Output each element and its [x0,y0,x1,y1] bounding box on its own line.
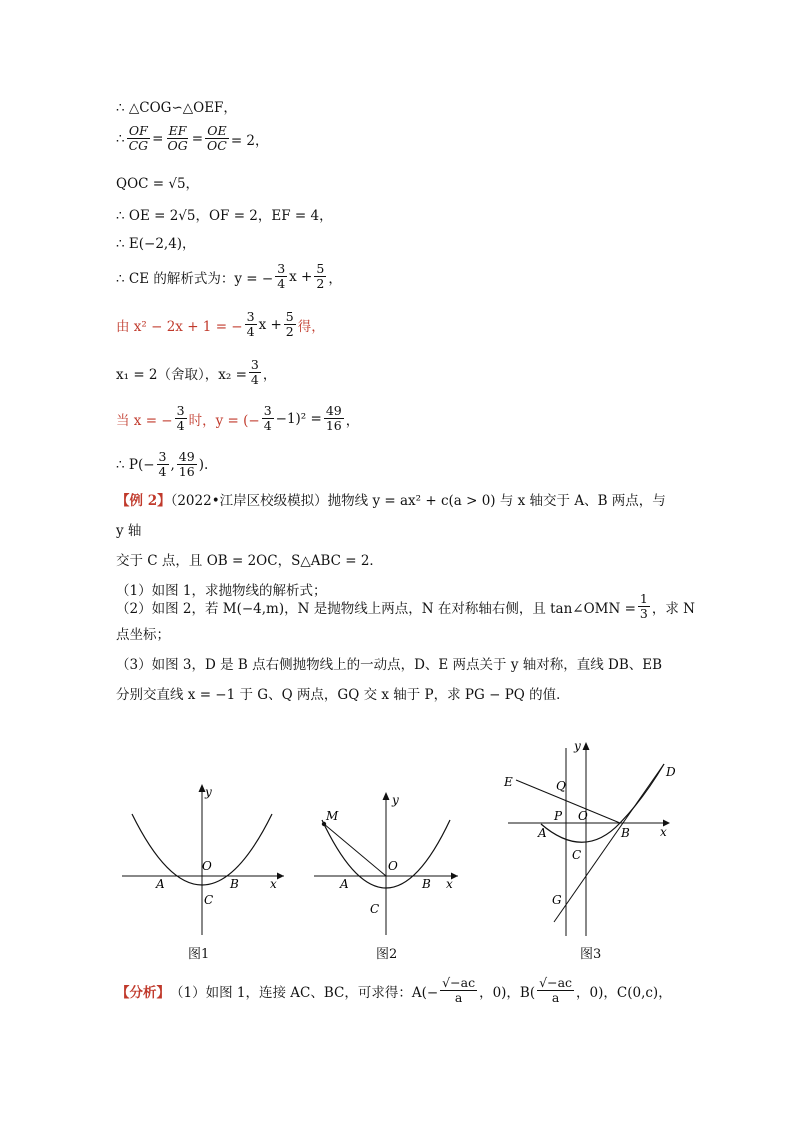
step-y-value: 当 x = − $\frac{3}{4}$ 时，y = (− $\frac{3}{4}$ −1)² = $\frac{49}{16}$ ， [116,403,360,433]
step-e-point: ∴ E(−2,4)， [116,236,196,252]
fraction: $\frac{EF}{OG}$ [167,123,188,153]
label-y: y [574,739,581,753]
caption-figure-2: 图2 [376,947,398,962]
label-c: C [204,893,214,907]
fraction: $\frac{√-ac}{a}$ [442,975,476,1005]
label-x: x [446,877,453,891]
label-b: B [422,877,431,891]
fraction: $\frac{3}{4}$ [277,261,286,291]
fraction: $\frac{3}{4}$ [246,309,255,339]
step-ce-equation: ∴ CE 的解析式为：y = − $\frac{3}{4}$ x + $\frac{5}{2}$ ， [116,261,342,291]
step-oc: QOC = √5， [116,176,200,192]
fraction: $\frac{1}{3}$ [639,591,648,621]
question-2: （2）如图 2，若 M(−4,m)，N 是抛物线上两点，N 在对称轴右侧，且 tan∠OMN = $\frac{1}{3}$ ，求 N [116,591,695,621]
figure-2 [308,780,470,940]
example-line-1: 【例 2】（2022•江岸区校级模拟）抛物线 y = ax² + c(a > 0) 与 x 轴交于 A、B 两点，与 y 轴 [116,493,666,539]
label-a: A [538,826,547,840]
step-solve-equation: 由 x² − 2x + 1 = − $\frac{3}{4}$ x + $\frac{5}{2}$ 得， [116,309,325,339]
caption-figure-1: 图1 [188,947,210,962]
question-3-line-2: 分别交直线 x = −1 于 G、Q 两点，GQ 交 x 轴于 P，求 PG − PQ 的值． [116,687,570,703]
label-x: x [270,877,277,891]
label-a: A [156,877,165,891]
question-3-line-1: （3）如图 3，D 是 B 点右侧抛物线上的一动点，D、E 两点关于 y 轴对称，直线 DB、EB [116,657,663,673]
fraction: $\frac{3}{4}$ [250,357,259,387]
figure-1 [118,780,290,940]
step-p-point: ∴ P(− $\frac{3}{4}$ , $\frac{49}{16}$ ). [116,449,209,479]
y-axis-arrow-icon [583,742,590,750]
x-axis-arrow-icon [277,873,284,880]
label-q: Q [556,779,566,793]
example-line-2: 交于 C 点，且 OB = 2OC，S△ABC = 2． [116,553,383,569]
caption-figure-3: 图3 [580,947,602,962]
fraction: $\frac{OE}{OC}$ [207,123,227,153]
label-o: O [388,859,398,873]
line-eb [516,780,620,823]
example-statement [116,486,676,606]
label-x: x [660,825,667,839]
label-d: D [666,765,676,779]
label-c: C [572,848,582,862]
fraction: $\frac{OF}{CG}$ [128,123,149,153]
fraction: $\frac{5}{2}$ [316,261,325,291]
label-o: O [578,809,588,823]
label-c: C [370,902,380,916]
label-y: y [392,793,399,807]
question-2-cont: 点坐标； （3）如图 3，D 是 B 点右侧抛物线上的一动点，D、E 两点关于 y 轴对称，直线 DB、EB 分别交直线 x = −1 于 G、Q 两点，GQ 交 x 轴于 P，求 PG − PQ 的值． [116,620,676,710]
step-similar: ∴ △COG∽△OEF， [116,100,237,116]
fraction: $\frac{3}{4}$ [176,403,185,433]
label-g: G [552,893,562,907]
segment-mo [324,824,386,876]
label-b: B [621,826,630,840]
label-e: E [504,775,513,789]
fraction: $\frac{3}{4}$ [158,449,167,479]
label-a: A [340,877,349,891]
figure-3 [494,736,680,940]
step-roots: x₁ = 2（舍取），x₂ = $\frac{3}{4}$ ， [116,357,277,387]
fraction: $\frac{5}{2}$ [285,309,294,339]
label-b: B [230,877,239,891]
y-axis-arrow-icon [383,792,390,800]
line-db [554,764,664,922]
question-1: （1）如图 1，求抛物线的解析式； [116,583,327,599]
fraction: $\frac{49}{16}$ [325,403,342,433]
analysis-line: 【分析】 （1）如图 1，连接 AC、BC，可求得：A(− $\frac{√-ac}{a}$ ，0)，B( $\frac{√-ac}{a}$ ，0)，C(0,c)， [116,975,672,1005]
label-y: y [205,785,212,799]
label-m: M [326,809,339,823]
fraction: $\frac{√-ac}{a}$ [539,975,573,1005]
fraction: $\frac{3}{4}$ [263,403,272,433]
parabola [541,764,664,842]
label-p: P [554,809,563,823]
step-ratio: ∴ $\frac{OF}{CG}$ = $\frac{EF}{OG}$ = $\frac{OE}{OC}$ = 2， [116,123,269,153]
step-lengths: ∴ OE = 2√5，OF = 2，EF = 4， [116,208,333,224]
fraction: $\frac{49}{16}$ [178,449,195,479]
label-o: O [202,859,212,873]
